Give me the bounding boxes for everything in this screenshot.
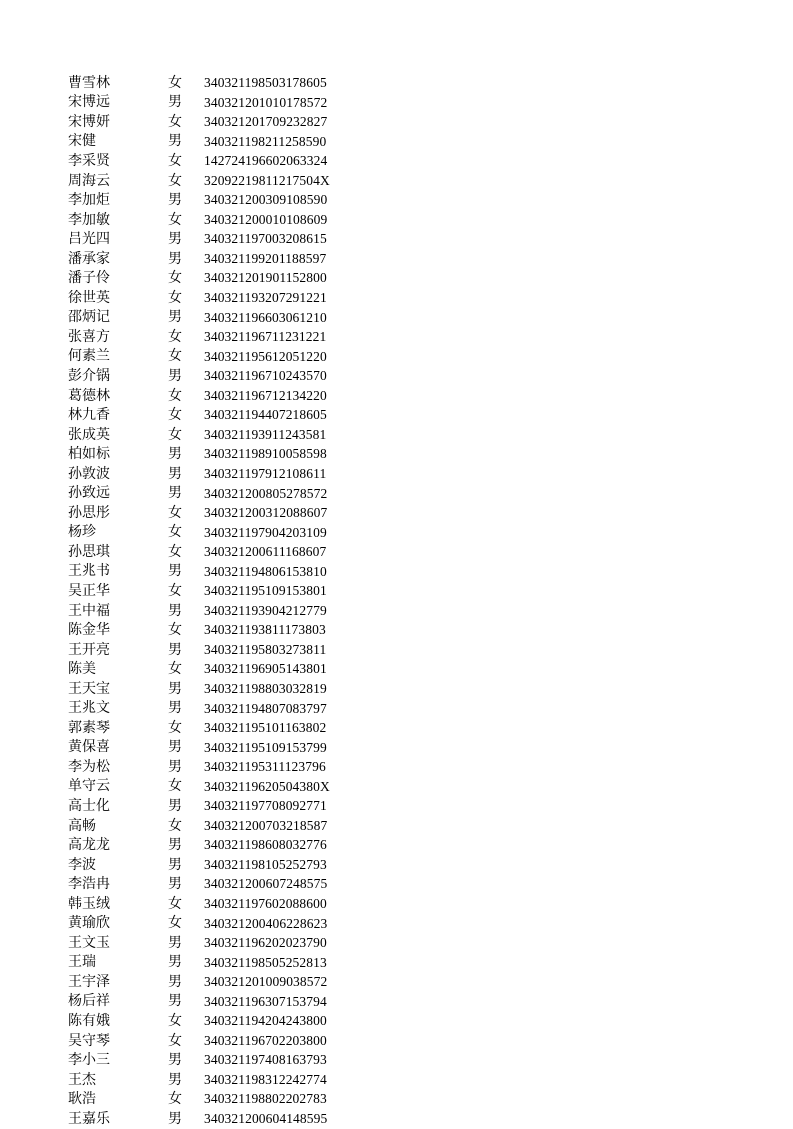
gender-cell: 男 [168,837,182,854]
id-number-cell: 340321200703218587 [204,817,328,833]
name-cell: 彭介锅 [68,367,110,384]
table-row [68,288,368,308]
gender-cell: 女 [168,1013,182,1030]
id-number-cell: 340321195803273811 [204,641,327,657]
gender-cell: 女 [168,211,182,228]
gender-cell: 男 [168,700,182,717]
gender-cell: 男 [168,563,182,580]
id-number-cell: 340321198503178605 [204,75,327,91]
name-cell: 王宇泽 [68,973,110,990]
table-row [68,1050,368,1070]
table-row [68,249,368,269]
id-number-cell: 340321193207291221 [204,290,327,306]
name-cell: 孙思琪 [68,543,110,560]
name-cell: 何素兰 [68,348,110,365]
name-cell: 宋博妍 [68,113,110,130]
gender-cell: 男 [168,758,182,775]
id-number-cell: 340321197708092771 [204,798,327,814]
gender-cell: 女 [168,543,182,560]
id-number-cell: 340321196905143801 [204,661,327,677]
table-row [68,659,368,679]
gender-cell: 女 [168,270,182,287]
name-cell: 王兆文 [68,700,110,717]
gender-cell: 女 [168,622,182,639]
gender-cell: 男 [168,856,182,873]
gender-cell: 男 [168,954,182,971]
name-cell: 宋健 [68,133,96,150]
gender-cell: 女 [168,348,182,365]
table-row [68,796,368,816]
gender-cell: 女 [168,661,182,678]
table-row [68,620,368,640]
name-cell: 王瑞 [68,954,96,971]
table-row [68,93,368,113]
id-number-cell: 340321196202023790 [204,935,327,951]
id-number-cell: 340321199201188597 [204,250,327,266]
id-number-cell: 340321198211258590 [204,133,327,149]
name-cell: 李波 [68,856,96,873]
id-number-cell: 340321194204243800 [204,1013,327,1029]
id-number-cell: 340321194407218605 [204,407,327,423]
table-row [68,268,368,288]
table-row [68,444,368,464]
gender-cell: 男 [168,934,182,951]
table-row [68,1109,368,1129]
id-number-cell: 340321198802202783 [204,1091,327,1107]
gender-cell: 女 [168,387,182,404]
gender-cell: 女 [168,582,182,599]
gender-cell: 男 [168,1052,182,1069]
table-row [68,562,368,582]
table-row [68,151,368,171]
id-number-cell: 340321200607248575 [204,876,328,892]
id-number-cell: 340321195311123796 [204,759,326,775]
table-row [68,366,368,386]
id-number-cell: 340321193811173803 [204,622,326,638]
name-cell: 王兆书 [68,563,110,580]
table-row [68,425,368,445]
name-cell: 潘承家 [68,250,110,267]
id-number-cell: 340321200604148595 [204,1111,328,1126]
id-number-cell: 340321195109153801 [204,583,327,599]
gender-cell: 男 [168,133,182,150]
name-cell: 李浩冉 [68,876,110,893]
gender-cell: 男 [168,602,182,619]
name-cell: 单守云 [68,778,110,795]
gender-cell: 女 [168,1091,182,1108]
gender-cell: 男 [168,367,182,384]
id-number-cell: 340321193911243581 [204,426,327,442]
id-number-cell: 340321200010108609 [204,211,328,227]
id-number-cell: 340321198910058598 [204,446,327,462]
table-row [68,190,368,210]
name-cell: 周海云 [68,172,110,189]
name-cell: 吕光四 [68,231,110,248]
table-row [68,483,368,503]
table-row [68,992,368,1012]
gender-cell: 女 [168,895,182,912]
name-cell: 郭素琴 [68,719,110,736]
gender-cell: 女 [168,426,182,443]
id-number-cell: 340321197904203109 [204,524,327,540]
table-row [68,1011,368,1031]
name-cell: 张喜方 [68,328,110,345]
gender-cell: 女 [168,172,182,189]
table-row [68,972,368,992]
id-number-cell: 340321196711231221 [204,329,327,345]
gender-cell: 男 [168,1110,182,1127]
table-row [68,464,368,484]
name-cell: 陈有娥 [68,1013,110,1030]
name-cell: 杨珍 [68,524,96,541]
name-cell: 王天宝 [68,680,110,697]
id-number-cell: 340321198608032776 [204,837,327,853]
table-row [68,953,368,973]
name-cell: 徐世英 [68,289,110,306]
name-cell: 李为松 [68,758,110,775]
gender-cell: 男 [168,876,182,893]
id-number-cell: 340321198105252793 [204,856,327,872]
id-number-cell: 340321194807083797 [204,700,327,716]
id-number-cell: 142724196602063324 [204,153,328,169]
table-row [68,679,368,699]
id-number-cell: 340321200406228623 [204,915,328,931]
gender-cell: 男 [168,739,182,756]
name-cell: 曹雪林 [68,74,110,91]
id-number-cell: 340321201009038572 [204,974,328,990]
table-row [68,581,368,601]
gender-cell: 女 [168,504,182,521]
table-row [68,171,368,191]
name-cell: 张成英 [68,426,110,443]
name-cell: 李加炬 [68,192,110,209]
table-row [68,718,368,738]
name-cell: 耿浩 [68,1091,96,1108]
gender-cell: 女 [168,152,182,169]
table-row [68,738,368,758]
id-number-cell: 340321197912108611 [204,465,327,481]
gender-cell: 男 [168,465,182,482]
gender-cell: 女 [168,817,182,834]
name-cell: 李小三 [68,1052,110,1069]
name-cell: 高畅 [68,817,96,834]
gender-cell: 女 [168,113,182,130]
name-cell: 陈美 [68,661,96,678]
gender-cell: 男 [168,309,182,326]
gender-cell: 男 [168,446,182,463]
table-row [68,933,368,953]
id-number-cell: 340321194806153810 [204,563,327,579]
gender-cell: 女 [168,915,182,932]
table-row [68,816,368,836]
id-number-cell: 340321196702203800 [204,1032,327,1048]
name-cell: 吴守琴 [68,1032,110,1049]
id-number-cell: 340321198505252813 [204,954,327,970]
table-row [68,405,368,425]
table-row [68,640,368,660]
name-cell: 黄保喜 [68,739,110,756]
id-number-cell: 340321196710243570 [204,368,327,384]
gender-cell: 男 [168,192,182,209]
name-cell: 潘子伶 [68,270,110,287]
id-number-cell: 340321196712134220 [204,387,327,403]
name-cell: 葛德林 [68,387,110,404]
id-number-cell: 340321195612051220 [204,348,327,364]
table-row [68,542,368,562]
table-row [68,210,368,230]
table-row [68,699,368,719]
gender-cell: 男 [168,231,182,248]
id-number-cell: 340321196307153794 [204,993,327,1009]
table-row [68,132,368,152]
name-cell: 李加敏 [68,211,110,228]
id-number-cell: 340321197602088600 [204,895,327,911]
name-cell: 黄瑜欣 [68,915,110,932]
name-cell: 王嘉乐 [68,1110,110,1127]
gender-cell: 男 [168,973,182,990]
table-row [68,894,368,914]
table-row [68,601,368,621]
gender-cell: 男 [168,641,182,658]
table-row [68,874,368,894]
name-cell: 邵炳记 [68,309,110,326]
gender-cell: 女 [168,524,182,541]
table-row [68,229,368,249]
id-number-cell: 340321197003208615 [204,231,327,247]
name-cell: 韩玉绒 [68,895,110,912]
table-row [68,327,368,347]
name-cell: 王中福 [68,602,110,619]
table-row [68,347,368,367]
name-cell: 王文玉 [68,934,110,951]
gender-cell: 女 [168,407,182,424]
id-number-cell: 340321193904212779 [204,602,327,618]
id-number-cell: 340321195101163802 [204,720,327,736]
name-cell: 吴正华 [68,582,110,599]
name-cell: 林九香 [68,407,110,424]
gender-cell: 男 [168,250,182,267]
name-cell: 高龙龙 [68,837,110,854]
gender-cell: 女 [168,74,182,91]
id-number-cell: 340321197408163793 [204,1052,327,1068]
name-cell: 杨后祥 [68,993,110,1010]
table-row [68,308,368,328]
gender-cell: 男 [168,485,182,502]
name-cell: 孙敦波 [68,465,110,482]
gender-cell: 男 [168,993,182,1010]
table-row [68,914,368,934]
table-row [68,1089,368,1109]
table-row [68,523,368,543]
table-row [68,855,368,875]
table-row [68,777,368,797]
name-cell: 李采贤 [68,152,110,169]
id-number-cell: 340321201010178572 [204,94,328,110]
name-cell: 孙致远 [68,485,110,502]
table-row [68,503,368,523]
name-cell: 高士化 [68,798,110,814]
table-row [68,1070,368,1090]
roster-table [68,73,368,1129]
gender-cell: 女 [168,289,182,306]
id-number-cell: 340321201901152800 [204,270,327,286]
table-row [68,112,368,132]
id-number-cell: 340321198312242774 [204,1071,327,1087]
id-number-cell: 340321198803032819 [204,680,327,696]
name-cell: 孙思彤 [68,504,110,521]
gender-cell: 男 [168,1071,182,1088]
gender-cell: 女 [168,719,182,736]
id-number-cell: 34032119620504380X [204,778,330,794]
table-row [68,1031,368,1051]
gender-cell: 男 [168,798,182,814]
gender-cell: 女 [168,778,182,795]
table-row [68,386,368,406]
name-cell: 陈金华 [68,622,110,639]
id-number-cell: 340321200805278572 [204,485,328,501]
name-cell: 宋博远 [68,94,110,111]
table-row [68,835,368,855]
id-number-cell: 32092219811217504X [204,172,330,188]
name-cell: 柏如标 [68,446,110,463]
gender-cell: 男 [168,94,182,111]
name-cell: 王开亮 [68,641,110,658]
id-number-cell: 340321200611168607 [204,544,327,560]
table-row [68,73,368,93]
id-number-cell: 340321200312088607 [204,505,328,521]
gender-cell: 男 [168,680,182,697]
name-cell: 王杰 [68,1071,96,1088]
id-number-cell: 340321196603061210 [204,309,327,325]
id-number-cell: 340321201709232827 [204,114,328,130]
id-number-cell: 340321200309108590 [204,192,328,208]
gender-cell: 女 [168,1032,182,1049]
id-number-cell: 340321195109153799 [204,739,327,755]
gender-cell: 女 [168,328,182,345]
table-row [68,757,368,777]
